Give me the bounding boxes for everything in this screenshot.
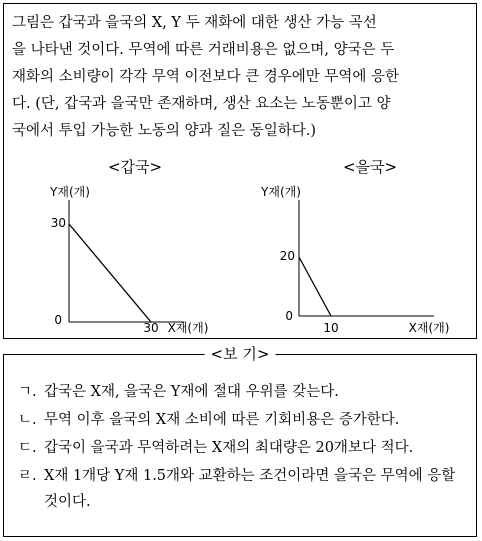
x-intercept-label: 30 xyxy=(143,321,159,335)
x-intercept-label: 10 xyxy=(323,321,339,335)
y-intercept-label: 20 xyxy=(279,249,295,263)
y-axis-label: Y재(개) xyxy=(50,185,90,199)
bogi-box xyxy=(3,354,477,537)
bogi-marker: ㄷ. xyxy=(18,440,37,456)
bogi-marker: ㄴ. xyxy=(18,412,37,428)
x-axis-label: X재(개) xyxy=(408,321,450,335)
bogi-text: 갑국이 을국과 무역하려는 X재의 최대량은 20개보다 적다. xyxy=(44,440,414,456)
passage-line: 국에서 투입 가능한 노동의 양과 질은 동일하다.) xyxy=(12,123,317,139)
origin-label: 0 xyxy=(54,313,62,327)
origin-label: 0 xyxy=(285,309,293,323)
bogi-text: 무역 이후 을국의 X재 소비에 따른 기회비용은 증가한다. xyxy=(44,412,400,428)
passage-line: 다. (단, 갑국과 을국만 존재하며, 생산 요소는 노동뿐이고 양 xyxy=(12,96,391,112)
bogi-item xyxy=(18,433,468,461)
y-intercept-label: 30 xyxy=(50,216,66,230)
bogi-text: 갑국은 X재, 을국은 Y재에 절대 우위를 갖는다. xyxy=(44,384,339,400)
ppc-chart-gap xyxy=(24,154,224,334)
graph-title: <갑국> xyxy=(107,158,163,176)
passage-line: 그림은 갑국과 을국의 X, Y 두 재화에 대한 생산 가능 곡선 xyxy=(12,15,377,31)
ppc-line xyxy=(69,224,151,322)
bogi-text: X재 1개당 Y재 1.5개와 교환하는 조건이라면 을국은 무역에 응할 것이다. xyxy=(44,468,456,510)
bogi-title: <보 기> xyxy=(205,343,276,364)
question-box xyxy=(3,3,477,339)
bogi-list xyxy=(18,377,468,515)
passage-line: 재화의 소비량이 각각 무역 이전보다 큰 경우에만 무역에 응한 xyxy=(12,69,400,85)
graph-title: <을국> xyxy=(342,158,398,176)
passage xyxy=(12,10,472,145)
bogi-item xyxy=(18,461,468,515)
graph-eul xyxy=(259,154,469,334)
x-axis-label: X재(개) xyxy=(167,321,209,335)
bogi-marker: ㄹ. xyxy=(18,468,37,484)
bogi-item xyxy=(18,405,468,433)
ppc-line xyxy=(299,257,331,316)
y-axis-label: Y재(개) xyxy=(261,185,301,199)
ppc-chart-eul xyxy=(259,154,469,334)
bogi-marker: ㄱ. xyxy=(18,384,37,400)
bogi-item xyxy=(18,377,468,405)
graph-gap xyxy=(24,154,224,334)
passage-line: 을 나타낸 것이다. 무역에 따른 거래비용은 없으며, 양국은 두 xyxy=(12,42,395,58)
